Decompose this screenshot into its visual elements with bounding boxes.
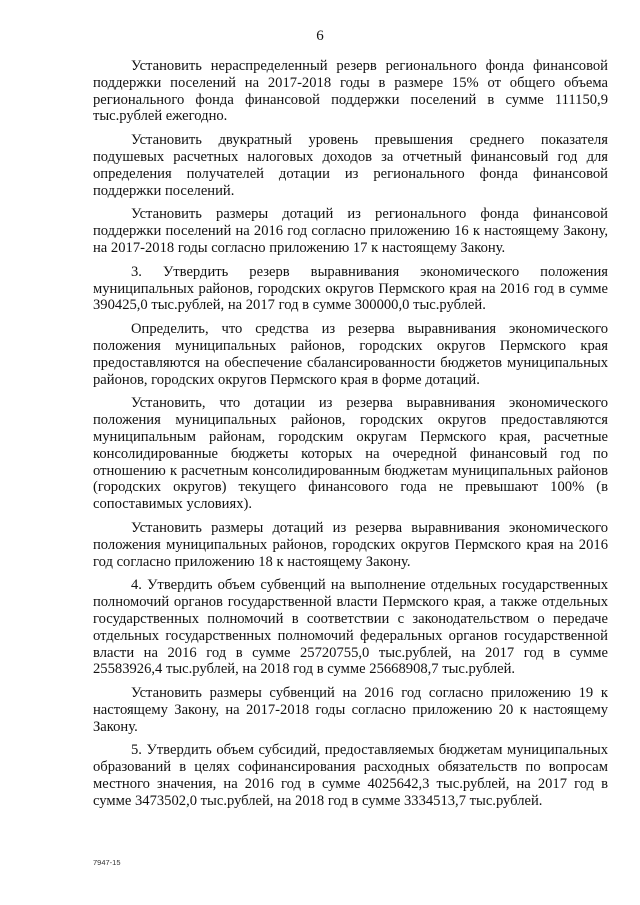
paragraph-excess-level: Установить двукратный уровень превышения среднего показателя подушевых расчетных налоговых доходов за отчетный финансовый год для определения получателей дотации из регионального фонда финансовой поддержки поселений. [93,132,608,199]
footer-document-code: 7947-15 [93,858,121,867]
paragraph-settlement-grants: Установить размеры дотаций из регионального фонда финансовой поддержки поселений на 2016 год согласно приложению 16 к настоящему Закону, на 2017-2018 годы согласно приложению 17 к настоящему Закону. [93,206,608,256]
paragraph-item-4: 4. Утвердить объем субвенций на выполнение отдельных государственных полномочий органов государственной власти Пермского края, а также отдельных государственных полномочий в соответствии с законодательством о передаче отдельных государственных полномочий федеральных органов государственной власти на 2016 год в сумме 25720755,0 тыс.рублей, на 2017 год в сумме 25583926,4 тыс.рублей, на 2018 год в сумме 25668908,7 тыс.рублей. [93,577,608,678]
paragraph-reserve-grants: Установить размеры дотаций из резерва выравнивания экономического положения муниципальных районов, городских округов Пермского края на 2016 год согласно приложению 18 к настоящему Закону. [93,519,608,570]
paragraph-subventions: Установить размеры субвенций на 2016 год согласно приложению 19 к настоящему Закону, на 2017-2018 годы согласно приложению 20 к настоящему Закону. [93,685,608,735]
paragraph-reserve-purpose: Определить, что средства из резерва выравнивания экономического положения муниципальных районов, городских округов Пермского края предоставляются на обеспечение сбалансированности бюджетов муниципальных районов, городских округов Пермского края в форме дотаций. [93,321,608,388]
paragraph-reserve-settlements: Установить нераспределенный резерв регионального фонда финансовой поддержки поселений на 2017-2018 годы в размере 15% от общего объема регионального фонда финансовой поддержки поселений в сумме 111150,9 тыс.рублей ежегодно. [93,58,608,125]
document-body [93,58,608,817]
page-number: 6 [316,28,324,44]
paragraph-item-3: 3. Утвердить резерв выравнивания экономического положения муниципальных районов, городских округов Пермского края на 2016 год в сумме 390425,0 тыс.рублей, на 2017 год в сумме 300000,0 тыс.рублей. [93,263,608,314]
paragraph-reserve-conditions: Установить, что дотации из резерва выравнивания экономического положения муниципальных районов, городских округов предоставляются муниципальным районам, городским округам Пермского края, расчетные консолидированные бюджеты которых на очередной финансовый год по отношению к расчетным консолидированным бюджетам муниципальных районов (городских округов) текущего финансового года не превышают 100% (в сопоставимых условиях). [93,395,608,513]
paragraph-item-5: 5. Утвердить объем субсидий, предоставляемых бюджетам муниципальных образований в целях софинансирования расходных обязательств по вопросам местного значения, на 2016 год в сумме 4025642,3 тыс.рублей, на 2017 год в сумме 3473502,0 тыс.рублей, на 2018 год в сумме 3334513,7 тыс.рублей. [93,742,608,809]
